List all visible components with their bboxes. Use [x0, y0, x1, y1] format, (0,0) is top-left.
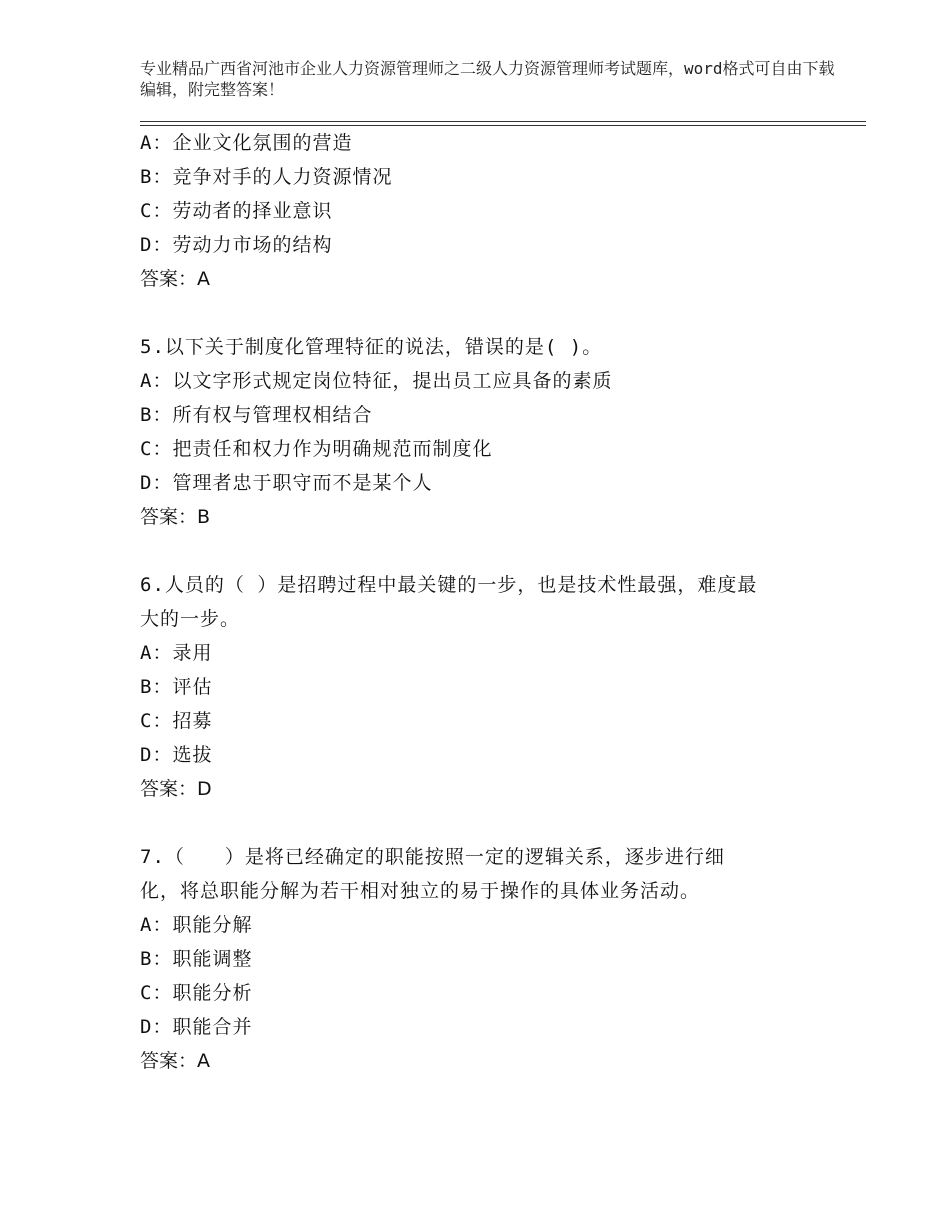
question-text-line-2: 化，将总职能分解为若干相对独立的易于操作的具体业务活动。 [140, 880, 701, 902]
answer-label: 答案： [140, 506, 198, 528]
answer-label: 答案： [140, 268, 198, 290]
question-4-continued [140, 126, 820, 296]
option-d: D：选拔 [140, 744, 213, 766]
header-divider-top [140, 121, 866, 122]
answer [140, 262, 820, 296]
answer [140, 500, 820, 534]
question-list [140, 126, 820, 1078]
option-d: D：管理者忠于职守而不是某个人 [140, 472, 433, 494]
option-b: B：竞争对手的人力资源情况 [140, 166, 393, 188]
answer-value: D [197, 778, 212, 800]
answer [140, 772, 820, 806]
answer-value: A [197, 1050, 211, 1072]
answer [140, 1044, 820, 1078]
option-c: C：把责任和权力作为明确规范而制度化 [140, 438, 493, 460]
option-b: B：评估 [140, 676, 213, 698]
question-text-line-2: 大的一步。 [140, 608, 241, 630]
page-header [140, 58, 840, 100]
question-5 [140, 330, 820, 534]
question-7 [140, 840, 820, 1078]
option-d: D：劳动力市场的结构 [140, 234, 333, 256]
question-text-line-1: 7.（ ）是将已经确定的职能按照一定的逻辑关系，逐步进行细 [140, 846, 725, 868]
answer-value: A [197, 268, 211, 290]
question-6 [140, 568, 820, 806]
option-c: C：招募 [140, 710, 213, 732]
question-text: 5.以下关于制度化管理特征的说法，错误的是( )。 [140, 336, 603, 358]
question-text-line-1: 6.人员的（ ）是招聘过程中最关键的一步，也是技术性最强，难度最 [140, 574, 758, 596]
answer-label: 答案： [140, 1050, 198, 1072]
option-b: B：职能调整 [140, 948, 253, 970]
answer-label: 答案： [140, 778, 198, 800]
option-d: D：职能合并 [140, 1016, 253, 1038]
option-b: B：所有权与管理权相结合 [140, 404, 373, 426]
option-a: A：录用 [140, 642, 213, 664]
header-title: 专业精品广西省河池市企业人力资源管理师之二级人力资源管理师考试题库，word格式可自由下载编辑，附完整答案！ [140, 59, 835, 99]
answer-value: B [197, 506, 211, 528]
option-a: A：企业文化氛围的营造 [140, 132, 353, 154]
option-c: C：劳动者的择业意识 [140, 200, 333, 222]
option-a: A：职能分解 [140, 914, 253, 936]
option-c: C：职能分析 [140, 982, 253, 1004]
option-a: A：以文字形式规定岗位特征，提出员工应具备的素质 [140, 370, 613, 392]
